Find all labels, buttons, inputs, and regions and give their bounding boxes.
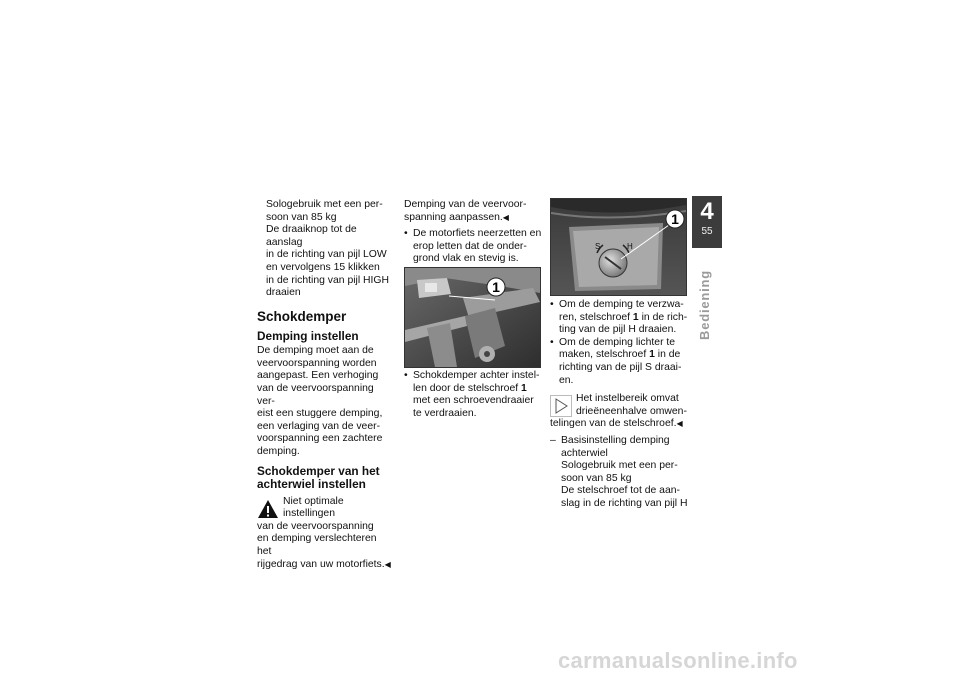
end-mark: ◀ <box>384 559 391 569</box>
intro-text <box>257 199 393 300</box>
heading-line: achterwiel instellen <box>257 477 366 492</box>
text-line: De demping moet aan de <box>257 345 374 357</box>
chapter-number: 4 <box>700 198 714 225</box>
text-line: Het instelbereik omvat <box>576 393 679 405</box>
text-line: slag in de richting van pijl H <box>561 497 688 509</box>
text-line: in de richting van pijl HIGH <box>266 274 390 286</box>
text-line: Niet optimale instellingen <box>283 495 344 520</box>
damping-adjuster-illustration <box>551 199 686 295</box>
text-line: van de veervoorspanning <box>257 520 374 532</box>
damping-paragraph <box>257 345 393 458</box>
text-line: te verdraaien. <box>413 407 477 419</box>
text-fragment: in de <box>654 349 681 361</box>
column-3 <box>550 299 688 511</box>
text-line <box>404 212 542 225</box>
text-line: De draaiknop tot de aanslag <box>266 224 357 248</box>
text-line: drieëneenhalve omwen- <box>576 405 687 417</box>
bullet-item <box>550 337 688 387</box>
subsection-heading-rear <box>257 465 393 492</box>
text-line: soon van 85 kg <box>266 211 337 223</box>
text-line: richting van de pijl S draai- <box>559 361 682 373</box>
callout-number: 1 <box>492 279 500 295</box>
part-number: 1 <box>649 349 655 361</box>
column-2-lower <box>404 370 542 420</box>
text-line <box>550 418 688 431</box>
warning-note <box>257 496 393 572</box>
text-fragment: len door de stelschroef <box>413 382 522 394</box>
text-line: en. <box>559 374 574 386</box>
watermark: carmanualsonline.info <box>558 648 798 673</box>
bullet-item <box>404 228 542 266</box>
heading-line: Schokdemper van het <box>257 463 380 478</box>
dash-item <box>550 435 688 511</box>
text-line: Sologebruik met een per- <box>266 199 383 210</box>
shock-absorber-illustration <box>405 268 540 367</box>
text-line: – Basisinstelling demping <box>561 434 670 446</box>
text-line: met een schroevendraaier <box>413 395 534 407</box>
text-line: eist een stuggere demping, <box>257 408 383 420</box>
text-line: • Om de demping lichter te <box>559 336 676 348</box>
text-line: in de richting van pijl LOW <box>266 249 387 261</box>
text-line: erop letten dat de onder- <box>413 240 527 252</box>
text-line: • De motorfiets neerzetten en <box>413 228 542 240</box>
chapter-tab <box>692 196 722 248</box>
text-line: van de veervoorspanning ver- <box>257 383 374 407</box>
bullet-item <box>404 370 542 420</box>
section-heading: Schokdemper <box>257 308 347 324</box>
text-line: aangepast. Een verhoging <box>257 370 379 382</box>
chapter-side-label: Bediening <box>697 269 712 340</box>
text-line <box>559 349 688 362</box>
text-line: Demping van de veervoor- <box>404 199 527 210</box>
text-line: De stelschroef tot de aan- <box>561 485 680 497</box>
column-1 <box>257 199 393 571</box>
text-line: soon van 85 kg <box>561 472 632 484</box>
text-line: en demping verslechteren het <box>257 533 377 557</box>
text-line <box>413 383 542 396</box>
end-mark: ◀ <box>676 419 683 429</box>
subsection-heading: Demping instellen <box>257 328 359 343</box>
text-line <box>559 312 688 325</box>
damping-adjuster-photo <box>550 198 687 296</box>
text-line: • Om de demping te verzwa- <box>559 299 684 310</box>
text-line: en vervolgens 15 klikken <box>266 261 380 273</box>
text-line: grond vlak en stevig is. <box>413 253 519 265</box>
text-line: • Schokdemper achter instel- <box>413 370 540 381</box>
text-line <box>257 559 393 572</box>
text-fragment: maken, stelschroef <box>559 349 650 361</box>
text-line: veervoorspanning worden <box>257 357 377 369</box>
note-triangle-icon <box>550 395 572 417</box>
column-2 <box>404 199 542 266</box>
text-fragment: rijgedrag van uw motorfiets. <box>257 558 385 570</box>
info-note <box>550 393 688 431</box>
shock-absorber-photo <box>404 267 541 368</box>
text-fragment: telingen van de stelschroef. <box>550 418 677 430</box>
text-line: voorspanning een zachtere <box>257 433 383 445</box>
text-fragment: spanning aanpassen. <box>404 211 503 223</box>
text-line: een verlaging van de veer- <box>257 420 381 432</box>
text-line: draaien <box>266 287 301 299</box>
text-fragment: in de rich- <box>638 311 688 323</box>
dial-letter: H <box>627 242 633 251</box>
dial-letter: S <box>595 242 601 251</box>
text-line: ting van de pijl H draaien. <box>559 324 677 336</box>
text-fragment: ren, stelschroef <box>559 311 633 323</box>
part-number: 1 <box>521 382 527 394</box>
text-line: achterwiel <box>561 447 608 459</box>
text-line: Sologebruik met een per- <box>561 460 678 472</box>
part-number: 1 <box>632 311 639 323</box>
page-number: 55 <box>701 226 713 237</box>
warning-icon <box>257 498 279 520</box>
end-mark: ◀ <box>502 212 509 222</box>
callout-number: 1 <box>671 211 679 227</box>
bullet-item <box>550 299 688 337</box>
text-line: demping. <box>257 446 300 457</box>
